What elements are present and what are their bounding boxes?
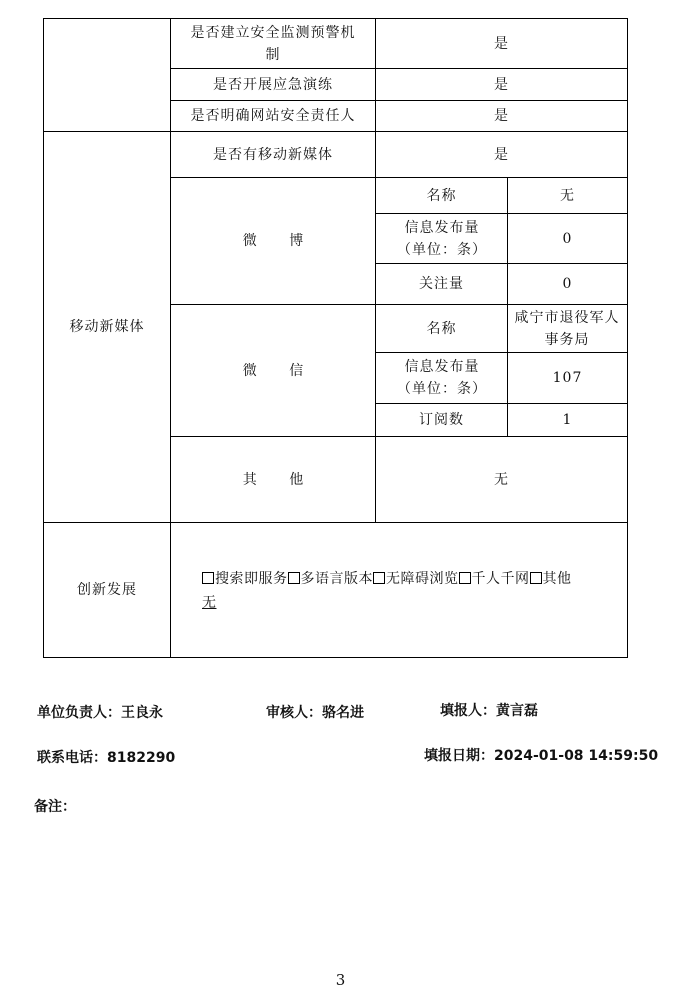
innovation-option[interactable]: 搜索即服务 (202, 571, 288, 587)
wechat-label: 微 信 (242, 362, 318, 379)
weibo-name-value: 无 (560, 187, 575, 204)
innovation-option[interactable]: 多语言版本 (288, 571, 374, 587)
emergency-drill-label: 是否开展应急演练 (213, 76, 333, 93)
checkbox-icon[interactable] (530, 572, 542, 584)
contact-phone: 联系电话：8182290 (37, 750, 176, 766)
checkbox-icon[interactable] (202, 572, 214, 584)
weibo-followers-label: 关注量 (419, 276, 464, 292)
reviewer: 审核人：骆名进 (266, 705, 364, 721)
table-border (43, 657, 628, 658)
innovation-option[interactable]: 其他 (530, 571, 572, 587)
security-officer-value: 是 (494, 108, 509, 124)
innovation-other-text: 无 (202, 595, 217, 611)
table-border (627, 18, 628, 658)
page-number: 3 (335, 971, 346, 989)
wechat-posts-label: 信息发布量（单位：条） (397, 359, 487, 397)
checkbox-icon[interactable] (373, 572, 385, 584)
wechat-subscribers-value: 1 (562, 412, 573, 428)
wechat-posts-value: 107 (552, 370, 583, 386)
wechat-name-value: 咸宁市退役军人事务局 (514, 309, 620, 348)
remarks-label: 备注： (34, 799, 76, 815)
innovation-label: 创新发展 (77, 582, 137, 598)
mobile-media-section-label: 移动新媒体 (69, 319, 145, 335)
unit-head: 单位负责人：王良永 (37, 705, 163, 721)
security-officer-label: 是否明确网站安全责任人 (190, 108, 356, 124)
weibo-posts-value: 0 (562, 230, 573, 247)
other-media-label: 其 他 (242, 471, 318, 488)
security-monitoring-label: 是否建立安全监测预警机制 (190, 24, 356, 63)
fill-date: 填报日期：2024-01-08 14:59:50 (424, 748, 659, 764)
weibo-posts-label: 信息发布量（单位：条） (397, 219, 487, 258)
wechat-name-label: 名称 (426, 320, 457, 337)
emergency-drill-value: 是 (494, 76, 509, 93)
other-media-value: 无 (494, 471, 509, 488)
wechat-subscribers-label: 订阅数 (419, 412, 464, 428)
filler: 填报人：黄言磊 (440, 703, 538, 719)
weibo-name-label: 名称 (426, 187, 457, 204)
has-mobile-media-value: 是 (494, 146, 509, 163)
weibo-followers-value: 0 (562, 276, 573, 292)
has-mobile-media-label: 是否有移动新媒体 (213, 146, 333, 163)
checkbox-icon[interactable] (459, 572, 471, 584)
security-monitoring-value: 是 (494, 35, 509, 52)
innovation-option[interactable]: 千人千网 (459, 571, 530, 587)
checkbox-icon[interactable] (288, 572, 300, 584)
innovation-options (202, 567, 622, 615)
weibo-label: 微 博 (242, 233, 318, 249)
innovation-option[interactable]: 无障碍浏览 (373, 571, 459, 587)
